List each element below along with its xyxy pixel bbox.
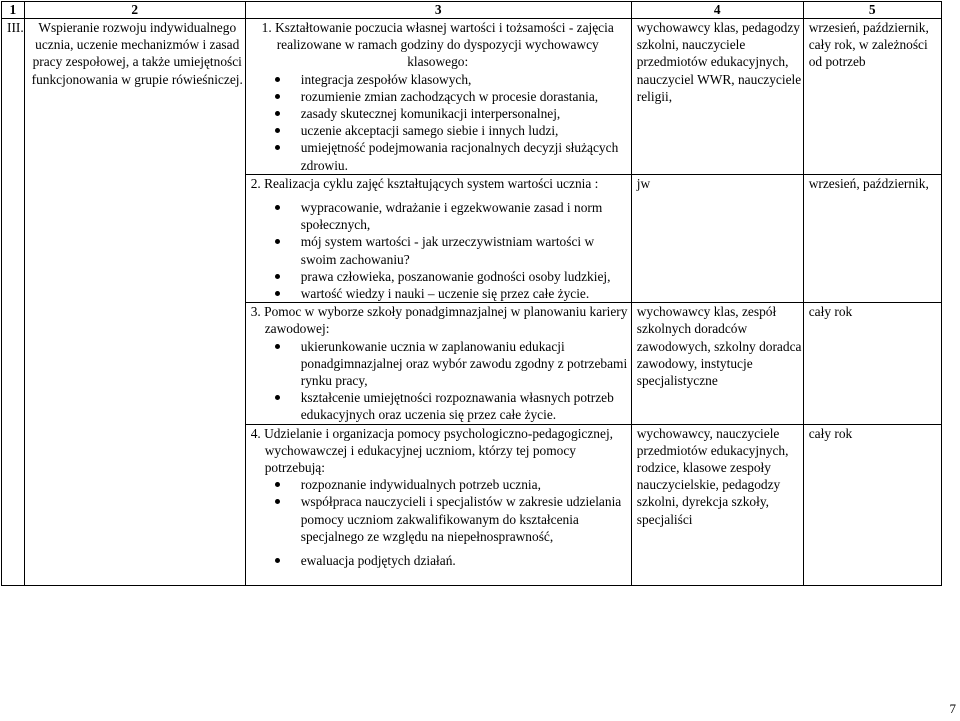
list-item: rozumienie zmian zachodzących w procesie dorastania, <box>301 88 631 105</box>
list-item: integracja zespołów klasowych, <box>301 71 631 88</box>
objective-text: Wspieranie rozwoju indywidualnego ucznia, uczenie mechanizmów i zasad pracy zespołowej, a także umiejętności funkcjonowania w grupie rówieśniczej. <box>31 20 243 87</box>
responsible-cell-3: wychowawcy klas, zespół szkolnych doradców zawodowych, szkolny doradca zawodowy, instytucje specjalistyczne <box>631 303 803 424</box>
responsible-cell-4: wychowawcy, nauczyciele przedmiotów edukacyjnych, rodzice, klasowe zespoły nauczycielskie, pedagodzy szkolni, dyrekcja szkoły, specjaliści <box>631 424 803 585</box>
activity-title-3: 3. Pomoc w wyborze szkoły ponadgimnazjalnej w planowaniu kariery zawodowej: <box>250 304 628 337</box>
timing-cell-4: cały rok <box>803 424 941 585</box>
header-row <box>2 2 942 19</box>
list-item: rozpoznanie indywidualnych potrzeb ucznia, <box>301 476 631 493</box>
activity-list-4 <box>251 476 631 569</box>
page-number: 7 <box>949 701 956 716</box>
header-col-4: 4 <box>631 2 803 19</box>
table-row <box>2 19 942 175</box>
list-item: ewaluacja podjętych działań. <box>301 552 631 569</box>
activity-list-1 <box>251 71 631 174</box>
activity-title-4: 4. Udzielanie i organizacja pomocy psychologiczno-pedagogicznej, wychowawczej i edukacyjnej uczniom, którzy tej pomocy potrzebują: <box>250 425 614 476</box>
activity-list-2 <box>251 199 631 302</box>
list-item: prawa człowieka, poszanowanie godności osoby ludzkiej, <box>301 268 631 285</box>
activity-cell-3 <box>245 303 631 424</box>
timing-cell-3: cały rok <box>803 303 941 424</box>
list-item: ukierunkowanie ucznia w zaplanowaniu edukacji ponadgimnazjalnej oraz wybór zawodu zgodny z potrzebami rynku pracy, <box>301 338 631 390</box>
activity-cell-4 <box>245 424 631 585</box>
activity-cell-2 <box>245 174 631 302</box>
objective-cell <box>24 19 245 586</box>
timing-cell-2: wrzesień, październik, <box>803 174 941 302</box>
list-item: wypracowanie, wdrażanie i egzekwowanie zasad i norm społecznych, <box>301 199 631 233</box>
header-col-1: 1 <box>2 2 25 19</box>
activity-cell-1 <box>245 19 631 175</box>
responsible-cell-2: jw <box>631 174 803 302</box>
activity-list-3 <box>251 338 631 424</box>
list-item: współpraca nauczycieli i specjalistów w zakresie udzielania pomocy uczniom zakwalifikowanym do kształcenia specjalnego ze względu na niepełnosprawność, <box>301 493 631 545</box>
responsible-cell-1: wychowawcy klas, pedagodzy szkolni, nauczyciele przedmiotów edukacyjnych, nauczyciel WWR, nauczyciele religii, <box>631 19 803 175</box>
list-item: wartość wiedzy i nauki – uczenie się przez całe życie. <box>301 285 631 302</box>
activity-title-1: 1. Kształtowanie poczucia własnej wartości i tożsamości - zajęcia realizowane w ramach godziny do dyspozycji wychowawcy klasowego: <box>261 20 614 70</box>
header-col-2: 2 <box>24 2 245 19</box>
list-item: zasady skutecznej komunikacji interpersonalnej, <box>301 105 631 122</box>
header-col-3: 3 <box>245 2 631 19</box>
timing-cell-1: wrzesień, październik, cały rok, w zależności od potrzeb <box>803 19 941 175</box>
header-col-5: 5 <box>803 2 941 19</box>
list-item: umiejętność podejmowania racjonalnych decyzji służących zdrowiu. <box>301 139 631 173</box>
list-item: uczenie akceptacji samego siebie i innych ludzi, <box>301 122 631 139</box>
activity-title-2: 2. Realizacja cyklu zajęć kształtujących system wartości ucznia : <box>250 175 599 191</box>
list-item: kształcenie umiejętności rozpoznawania własnych potrzeb edukacyjnych oraz uczenia się przez całe życie. <box>301 389 631 423</box>
plan-table <box>1 1 942 586</box>
row-number: III. <box>2 19 25 586</box>
list-item: mój system wartości - jak urzeczywistniam wartości w swoim zachowaniu? <box>301 233 631 267</box>
